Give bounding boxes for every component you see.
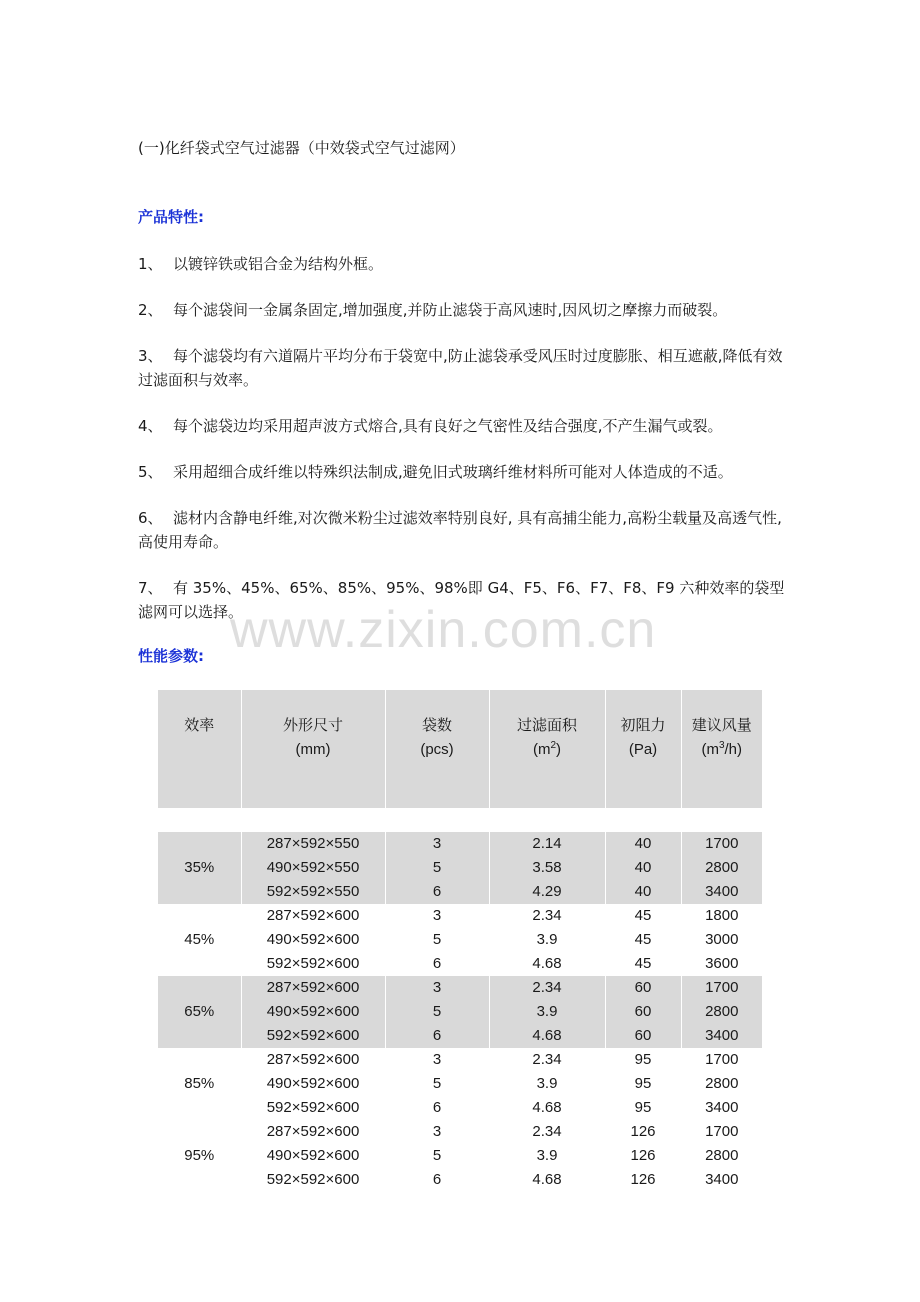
header-size: 外形尺寸 (mm) xyxy=(241,690,385,808)
bags-cell: 5 xyxy=(385,1000,489,1024)
airflow-cell: 3400 xyxy=(681,1024,762,1048)
size-cell: 287×592×600 xyxy=(241,904,385,928)
airflow-cell: 1700 xyxy=(681,976,762,1000)
airflow-cell: 2800 xyxy=(681,856,762,880)
size-cell: 287×592×600 xyxy=(241,1048,385,1072)
resistance-cell: 126 xyxy=(605,1144,681,1168)
table-row xyxy=(158,856,762,880)
performance-table xyxy=(158,690,762,1192)
size-cell: 490×592×600 xyxy=(241,1072,385,1096)
table-row xyxy=(158,880,762,904)
table-row xyxy=(158,832,762,856)
airflow-cell: 3400 xyxy=(681,1168,762,1192)
size-cell: 490×592×600 xyxy=(241,1144,385,1168)
bags-cell: 3 xyxy=(385,1048,489,1072)
resistance-cell: 60 xyxy=(605,976,681,1000)
table-row xyxy=(158,1072,762,1096)
area-cell: 4.68 xyxy=(489,1168,605,1192)
area-cell: 3.9 xyxy=(489,1144,605,1168)
airflow-cell: 1800 xyxy=(681,904,762,928)
document-title: (一)化纤袋式空气过滤器（中效袋式空气过滤网） xyxy=(138,139,465,157)
bags-cell: 5 xyxy=(385,856,489,880)
resistance-cell: 95 xyxy=(605,1096,681,1120)
size-cell: 287×592×550 xyxy=(241,832,385,856)
table-row xyxy=(158,1000,762,1024)
header-bags: 袋数 (pcs) xyxy=(385,690,489,808)
feature-number: 6、 xyxy=(138,509,163,527)
area-cell: 2.34 xyxy=(489,904,605,928)
size-cell: 592×592×600 xyxy=(241,1024,385,1048)
header-airflow: 建议风量 $(m^3/h)$ xyxy=(681,690,762,808)
table-row xyxy=(158,1096,762,1120)
area-cell: 3.9 xyxy=(489,928,605,952)
resistance-cell: 60 xyxy=(605,1000,681,1024)
table-row xyxy=(158,1048,762,1072)
bags-cell: 3 xyxy=(385,832,489,856)
area-cell: 4.29 xyxy=(489,880,605,904)
bags-cell: 5 xyxy=(385,1144,489,1168)
resistance-cell: 40 xyxy=(605,832,681,856)
feature-text: 有 35%、45%、65%、85%、95%、98%即 G4、F5、F6、F7、F8、F9 六种效率的袋型滤网可以选择。 xyxy=(138,579,785,621)
feature-text: 以镀锌铁或铝合金为结构外框。 xyxy=(173,255,384,273)
bags-cell: 6 xyxy=(385,1024,489,1048)
area-cell: 3.58 xyxy=(489,856,605,880)
feature-item xyxy=(138,252,788,276)
feature-item xyxy=(138,298,788,322)
resistance-cell: 40 xyxy=(605,856,681,880)
bags-cell: 6 xyxy=(385,1168,489,1192)
feature-item xyxy=(138,344,788,392)
features-heading: 产品特性: xyxy=(138,208,204,226)
resistance-cell: 45 xyxy=(605,928,681,952)
feature-text: 每个滤袋均有六道隔片平均分布于袋宽中,防止滤袋承受风压时过度膨胀、相互遮蔽,降低有效过滤面积与效率。 xyxy=(138,347,783,389)
table-row xyxy=(158,952,762,976)
airflow-cell: 1700 xyxy=(681,1048,762,1072)
feature-number: 4、 xyxy=(138,417,163,435)
size-cell: 287×592×600 xyxy=(241,976,385,1000)
resistance-cell: 60 xyxy=(605,1024,681,1048)
area-cell: 4.68 xyxy=(489,952,605,976)
feature-item xyxy=(138,460,788,484)
airflow-cell: 1700 xyxy=(681,832,762,856)
resistance-cell: 95 xyxy=(605,1048,681,1072)
table-header-row xyxy=(158,690,762,808)
efficiency-cell: 95% xyxy=(158,1120,241,1192)
table-spacer xyxy=(158,808,762,832)
header-resistance: 初阻力 (Pa) xyxy=(605,690,681,808)
airflow-cell: 1700 xyxy=(681,1120,762,1144)
area-cell: 3.9 xyxy=(489,1000,605,1024)
efficiency-cell: 35% xyxy=(158,832,241,904)
airflow-cell: 2800 xyxy=(681,1000,762,1024)
airflow-cell: 3600 xyxy=(681,952,762,976)
table-row xyxy=(158,904,762,928)
area-cell: 2.34 xyxy=(489,1120,605,1144)
header-area: 过滤面积 $(m^2)$ xyxy=(489,690,605,808)
size-cell: 592×592×550 xyxy=(241,880,385,904)
feature-text: 每个滤袋间一金属条固定,增加强度,并防止滤袋于高风速时,因风切之摩擦力而破裂。 xyxy=(173,301,728,319)
resistance-cell: 95 xyxy=(605,1072,681,1096)
area-cell: 2.34 xyxy=(489,976,605,1000)
area-cell: 4.68 xyxy=(489,1096,605,1120)
feature-number: 5、 xyxy=(138,463,163,481)
bags-cell: 6 xyxy=(385,952,489,976)
area-cell: 2.14 xyxy=(489,832,605,856)
size-cell: 490×592×550 xyxy=(241,856,385,880)
bags-cell: 6 xyxy=(385,1096,489,1120)
bags-cell: 5 xyxy=(385,1072,489,1096)
feature-number: 3、 xyxy=(138,347,163,365)
feature-number: 2、 xyxy=(138,301,163,319)
table-row xyxy=(158,928,762,952)
size-cell: 287×592×600 xyxy=(241,1120,385,1144)
bags-cell: 5 xyxy=(385,928,489,952)
feature-number: 1、 xyxy=(138,255,163,273)
bags-cell: 3 xyxy=(385,1120,489,1144)
resistance-cell: 45 xyxy=(605,952,681,976)
size-cell: 592×592×600 xyxy=(241,1096,385,1120)
feature-number: 7、 xyxy=(138,579,163,597)
airflow-cell: 2800 xyxy=(681,1144,762,1168)
table-row xyxy=(158,1120,762,1144)
resistance-cell: 40 xyxy=(605,880,681,904)
watermark: www.zixin.com.cn xyxy=(230,601,657,659)
area-cell: 4.68 xyxy=(489,1024,605,1048)
size-cell: 592×592×600 xyxy=(241,952,385,976)
feature-text: 每个滤袋边均采用超声波方式熔合,具有良好之气密性及结合强度,不产生漏气或裂。 xyxy=(173,417,723,435)
table-row xyxy=(158,1168,762,1192)
resistance-cell: 126 xyxy=(605,1168,681,1192)
size-cell: 490×592×600 xyxy=(241,1000,385,1024)
area-cell: 3.9 xyxy=(489,1072,605,1096)
feature-text: 滤材内含静电纤维,对次微米粉尘过滤效率特别良好, 具有高捕尘能力,高粉尘载量及高透气性,高使用寿命。 xyxy=(138,509,782,551)
airflow-cell: 3000 xyxy=(681,928,762,952)
bags-cell: 6 xyxy=(385,880,489,904)
feature-item xyxy=(138,506,788,554)
header-efficiency: 效率 xyxy=(158,690,241,808)
bags-cell: 3 xyxy=(385,904,489,928)
resistance-cell: 45 xyxy=(605,904,681,928)
table-row xyxy=(158,976,762,1000)
area-cell: 2.34 xyxy=(489,1048,605,1072)
params-heading: 性能参数: xyxy=(138,647,204,665)
size-cell: 490×592×600 xyxy=(241,928,385,952)
efficiency-cell: 65% xyxy=(158,976,241,1048)
efficiency-cell: 85% xyxy=(158,1048,241,1120)
bags-cell: 3 xyxy=(385,976,489,1000)
resistance-cell: 126 xyxy=(605,1120,681,1144)
table-row xyxy=(158,1024,762,1048)
feature-text: 采用超细合成纤维以特殊织法制成,避免旧式玻璃纤维材料所可能对人体造成的不适。 xyxy=(173,463,733,481)
airflow-cell: 3400 xyxy=(681,1096,762,1120)
feature-item xyxy=(138,414,788,438)
size-cell: 592×592×600 xyxy=(241,1168,385,1192)
airflow-cell: 3400 xyxy=(681,880,762,904)
table-row xyxy=(158,1144,762,1168)
airflow-cell: 2800 xyxy=(681,1072,762,1096)
efficiency-cell: 45% xyxy=(158,904,241,976)
